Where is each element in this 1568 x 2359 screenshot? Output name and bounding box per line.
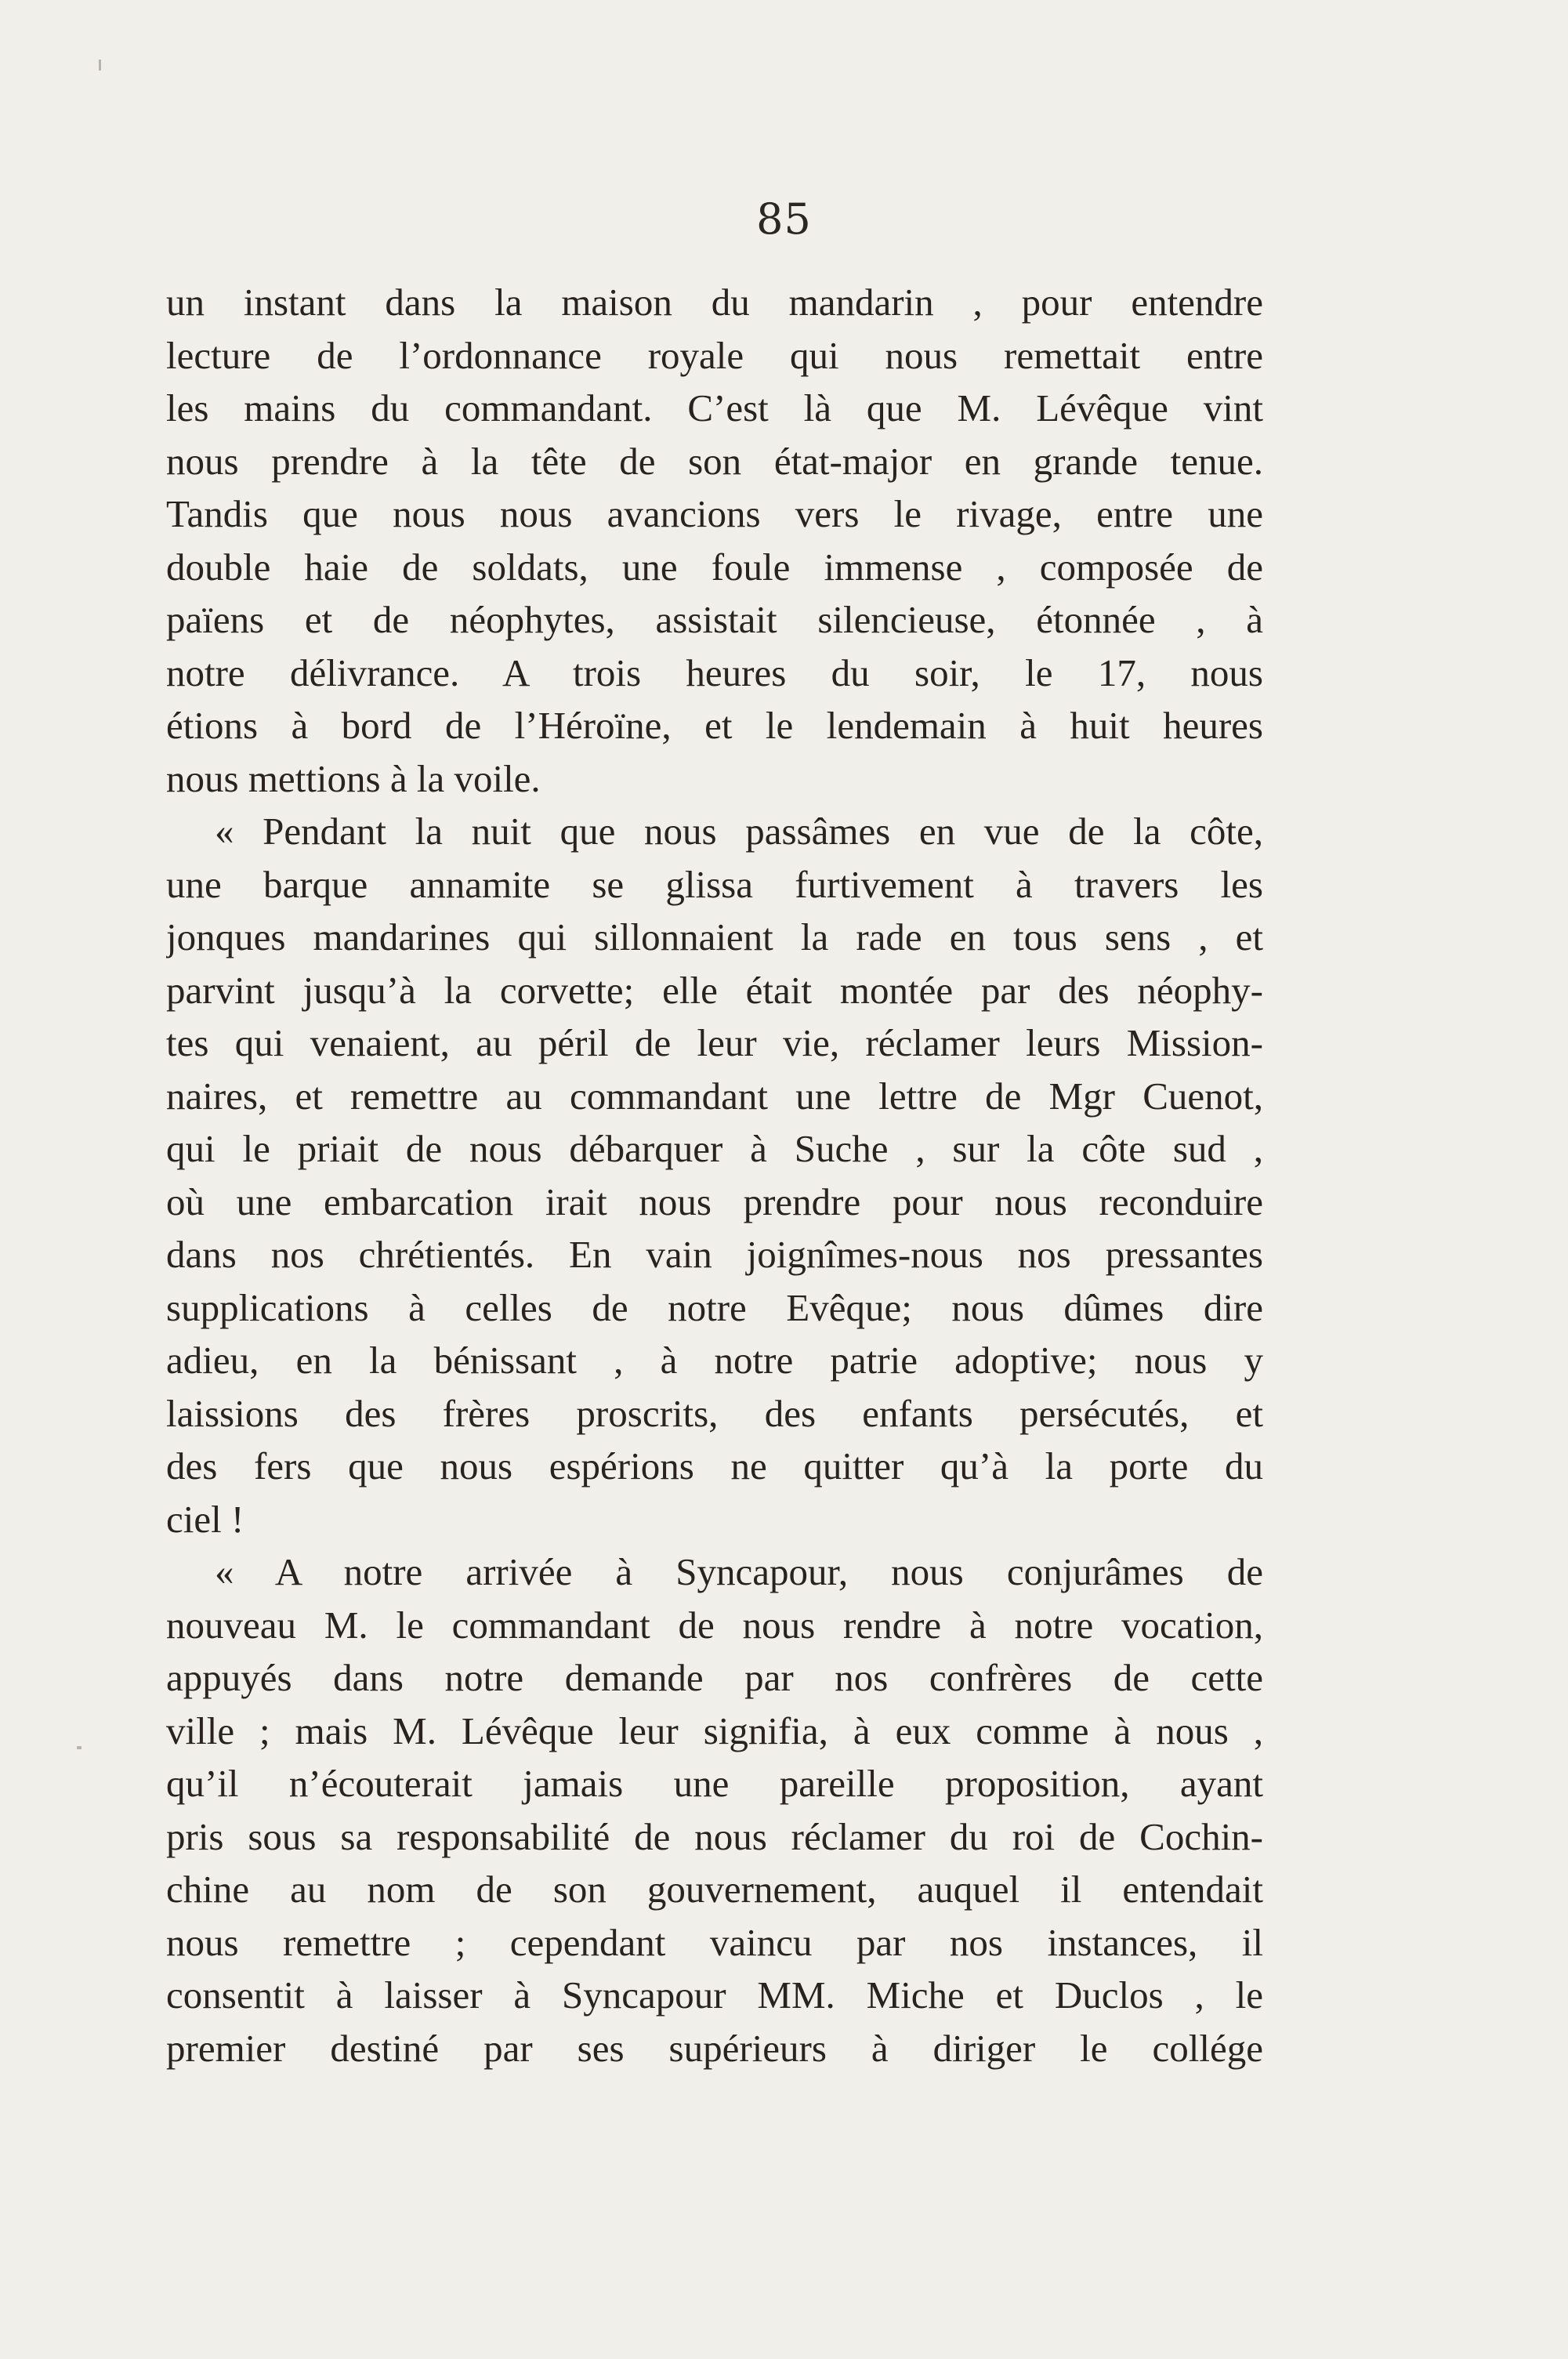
- text-line: étions à bord de l’Héroïne, et le lendemain à huit heures: [166, 704, 1263, 747]
- text-line: parvint jusqu’à la corvette; elle était montée par des néophy-: [166, 968, 1263, 1012]
- page-number: 85: [756, 194, 812, 244]
- text-line: des fers que nous espérions ne quitter qu’à la porte du: [166, 1444, 1263, 1488]
- text-line: où une embarcation irait nous prendre pour nous reconduire: [166, 1180, 1263, 1223]
- text-line: Tandis que nous nous avancions vers le rivage, entre une: [166, 492, 1263, 535]
- text-line: un instant dans la maison du mandarin , pour entendre: [166, 281, 1263, 324]
- text-line: laissions des frères proscrits, des enfants persécutés, et: [166, 1391, 1263, 1435]
- text-line: supplications à celles de notre Evêque; nous dûmes dire: [166, 1285, 1263, 1329]
- scan-speck-top-left: [99, 60, 101, 71]
- text-line: nouveau M. le commandant de nous rendre à notre vocation,: [166, 1603, 1263, 1647]
- text-line: une barque annamite se glissa furtivement à travers les: [166, 862, 1263, 906]
- text-line: qu’il n’écouterait jamais une pareille proposition, ayant: [166, 1762, 1263, 1805]
- text-line: naires, et remettre au commandant une lettre de Mgr Cuenot,: [166, 1074, 1263, 1118]
- text-line: nous mettions à la voile.: [166, 756, 541, 800]
- text-line: dans nos chrétientés. En vain joignîmes-nous nos pressantes: [166, 1233, 1263, 1276]
- text-line: double haie de soldats, une foule immense , composée de: [166, 545, 1263, 589]
- text-line: pris sous sa responsabilité de nous réclamer du roi de Cochin-: [166, 1814, 1263, 1858]
- text-line: païens et de néophytes, assistait silencieuse, étonnée , à: [166, 598, 1263, 641]
- text-line: chine au nom de son gouvernement, auquel il entendait: [166, 1868, 1263, 1911]
- text-line: nous prendre à la tête de son état-major en grande tenue.: [166, 439, 1263, 483]
- body-text: [166, 276, 1263, 2075]
- text-line: notre délivrance. A trois heures du soir, le 17, nous: [166, 650, 1263, 694]
- text-line: consentit à laisser à Syncapour MM. Miche et Duclos , le: [166, 1973, 1263, 2017]
- text-line: ciel !: [166, 1497, 244, 1541]
- text-line: ville ; mais M. Lévêque leur signifia, à eux comme à nous ,: [166, 1709, 1263, 1752]
- text-line: adieu, en la bénissant , à notre patrie adoptive; nous y: [166, 1339, 1263, 1382]
- text-line: lecture de l’ordonnance royale qui nous remettait entre: [166, 333, 1263, 377]
- text-line: jonques mandarines qui sillonnaient la rade en tous sens , et: [166, 915, 1263, 958]
- text-line: tes qui venaient, au péril de leur vie, réclamer leurs Mission-: [166, 1021, 1263, 1064]
- text-line: qui le priait de nous débarquer à Suche , sur la côte sud ,: [166, 1127, 1263, 1170]
- text-line: les mains du commandant. C’est là que M. Lévêque vint: [166, 386, 1263, 429]
- scan-speck-left-margin: [77, 1746, 81, 1749]
- text-line: nous remettre ; cependant vaincu par nos instances, il: [166, 1920, 1263, 1964]
- text-line: « A notre arrivée à Syncapour, nous conjurâmes de: [215, 1550, 1263, 1593]
- text-line: appuyés dans notre demande par nos confrères de cette: [166, 1656, 1263, 1699]
- text-line: « Pendant la nuit que nous passâmes en vue de la côte,: [215, 810, 1263, 853]
- text-line: premier destiné par ses supérieurs à diriger le collége: [166, 2026, 1263, 2070]
